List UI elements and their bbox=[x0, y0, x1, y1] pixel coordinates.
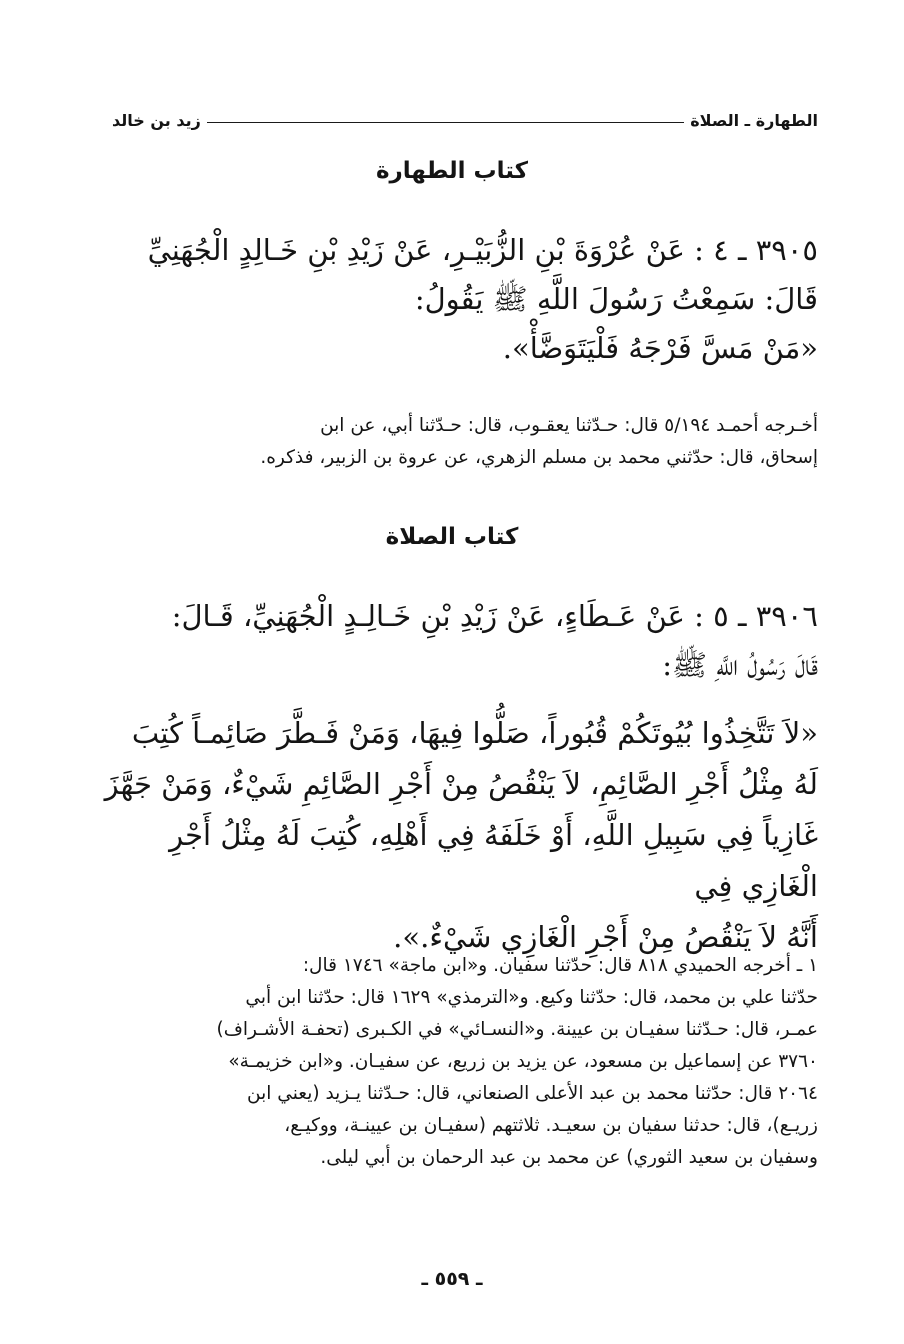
takhrij-note-3906 bbox=[100, 950, 818, 1174]
note-line: وسفيان بن سعيد الثوري) عن محمد بن عبد الرحمان بن أبي ليلى. bbox=[320, 1147, 818, 1168]
hadith-3906-text bbox=[100, 708, 818, 963]
hadith-line: ٣٩٠٥ ـ ٤ : عَنْ عُرْوَةَ بْنِ الزُّبَيْـرِ، عَنْ زَيْدِ بْنِ خَـالِدٍ الْجُهَنِيِّ bbox=[147, 233, 818, 267]
takhrij-note-3905 bbox=[100, 410, 818, 474]
hadith-line: «مَنْ مَسَّ فَرْجَهُ فَلْيَتَوَضَّأْ». bbox=[502, 331, 818, 365]
hadith-line: قَالَ رَسُولُ اللَّهِ ﷺ: bbox=[662, 648, 818, 682]
hadith-3905 bbox=[100, 226, 818, 373]
page-number: ـ ٥٥٩ ـ bbox=[421, 1268, 483, 1290]
note-line: أخـرجه أحمـد ٥/١٩٤ قال: حـدّثنا يعقـوب، قال: حـدّثنا أبي، عن ابن bbox=[320, 415, 818, 436]
hadith-line: «لاَ تَتَّخِذُوا بُيُوتَكُمْ قُبُوراً، صَلُّوا فِيهَا، وَمَنْ فَـطَّرَ صَائِمـاً كُتِبَ bbox=[131, 716, 818, 750]
running-head bbox=[112, 100, 818, 130]
hadith-line: أَنَّهُ لاَ يَنْقُصُ مِنْ أَجْرِ الْغَازِي شَيْءٌ.». bbox=[393, 920, 818, 954]
note-line: ٣٧٦٠ عن إسماعيل بن مسعود، عن يزيد بن زريع، عن سفيـان. و«ابن خزيمـة» bbox=[228, 1051, 818, 1072]
note-line: زريـع)، قال: حدثنا سفيان بن سعيـد. ثلاثتهم (سفيـان بن عيينـة، ووكيـع، bbox=[284, 1115, 818, 1136]
hadith-line: غَازِياً فِي سَبِيلِ اللَّهِ، أَوْ خَلَفَهُ فِي أَهْلِهِ، كُتِبَ لَهُ مِثْلُ أَجْرِ الْغَازِي فِي bbox=[169, 818, 818, 903]
running-head-narrator: زيد بن خالد bbox=[112, 111, 201, 130]
note-line: ١ ـ أخرجه الحميدي ٨١٨ قال: حدّثنا سفيان. و«ابن ماجة» ١٧٤٦ قال: bbox=[302, 955, 818, 976]
hadith-line: ٣٩٠٦ ـ ٥ : عَنْ عَـطَاءٍ، عَنْ زَيْدِ بْنِ خَـالِـدٍ الْجُهَنِيِّ، قَـالَ: bbox=[171, 599, 818, 633]
running-head-section: الطهارة ـ الصلاة bbox=[690, 111, 818, 130]
chapter-title-purification: كتاب الطهارة bbox=[375, 158, 529, 184]
hadith-3906-isnad bbox=[100, 592, 818, 690]
chapter-title-prayer: كتاب الصلاة bbox=[385, 524, 519, 550]
hadith-line: لَهُ مِثْلُ أَجْرِ الصَّائِمِ، لاَ يَنْقُصُ مِنْ أَجْرِ الصَّائِمِ شَيْءٌ، وَمَنْ جَهَّزَ bbox=[104, 767, 818, 801]
note-line: حدّثنا علي بن محمد، قال: حدّثنا وكيع. و«الترمذي» ١٦٢٩ قال: حدّثنا ابن أبي bbox=[245, 987, 818, 1008]
note-line: عمـر، قال: حـدّثنا سفيـان بن عيينة. و«النسـائي» في الكـبرى (تحفـة الأشـراف) bbox=[216, 1019, 818, 1040]
hadith-line: قَالَ: سَمِعْتُ رَسُولَ اللَّهِ ﷺ يَقُولُ: bbox=[414, 282, 818, 316]
note-line: إسحاق، قال: حدّثني محمد بن مسلم الزهري، عن عروة بن الزبير، فذكره. bbox=[260, 447, 818, 468]
note-line: ٢٠٦٤ قال: حدّثنا محمد بن عبد الأعلى الصنعاني، قال: حـدّثنا يـزيد (يعني ابن bbox=[247, 1083, 818, 1104]
running-head-rule bbox=[207, 122, 684, 123]
